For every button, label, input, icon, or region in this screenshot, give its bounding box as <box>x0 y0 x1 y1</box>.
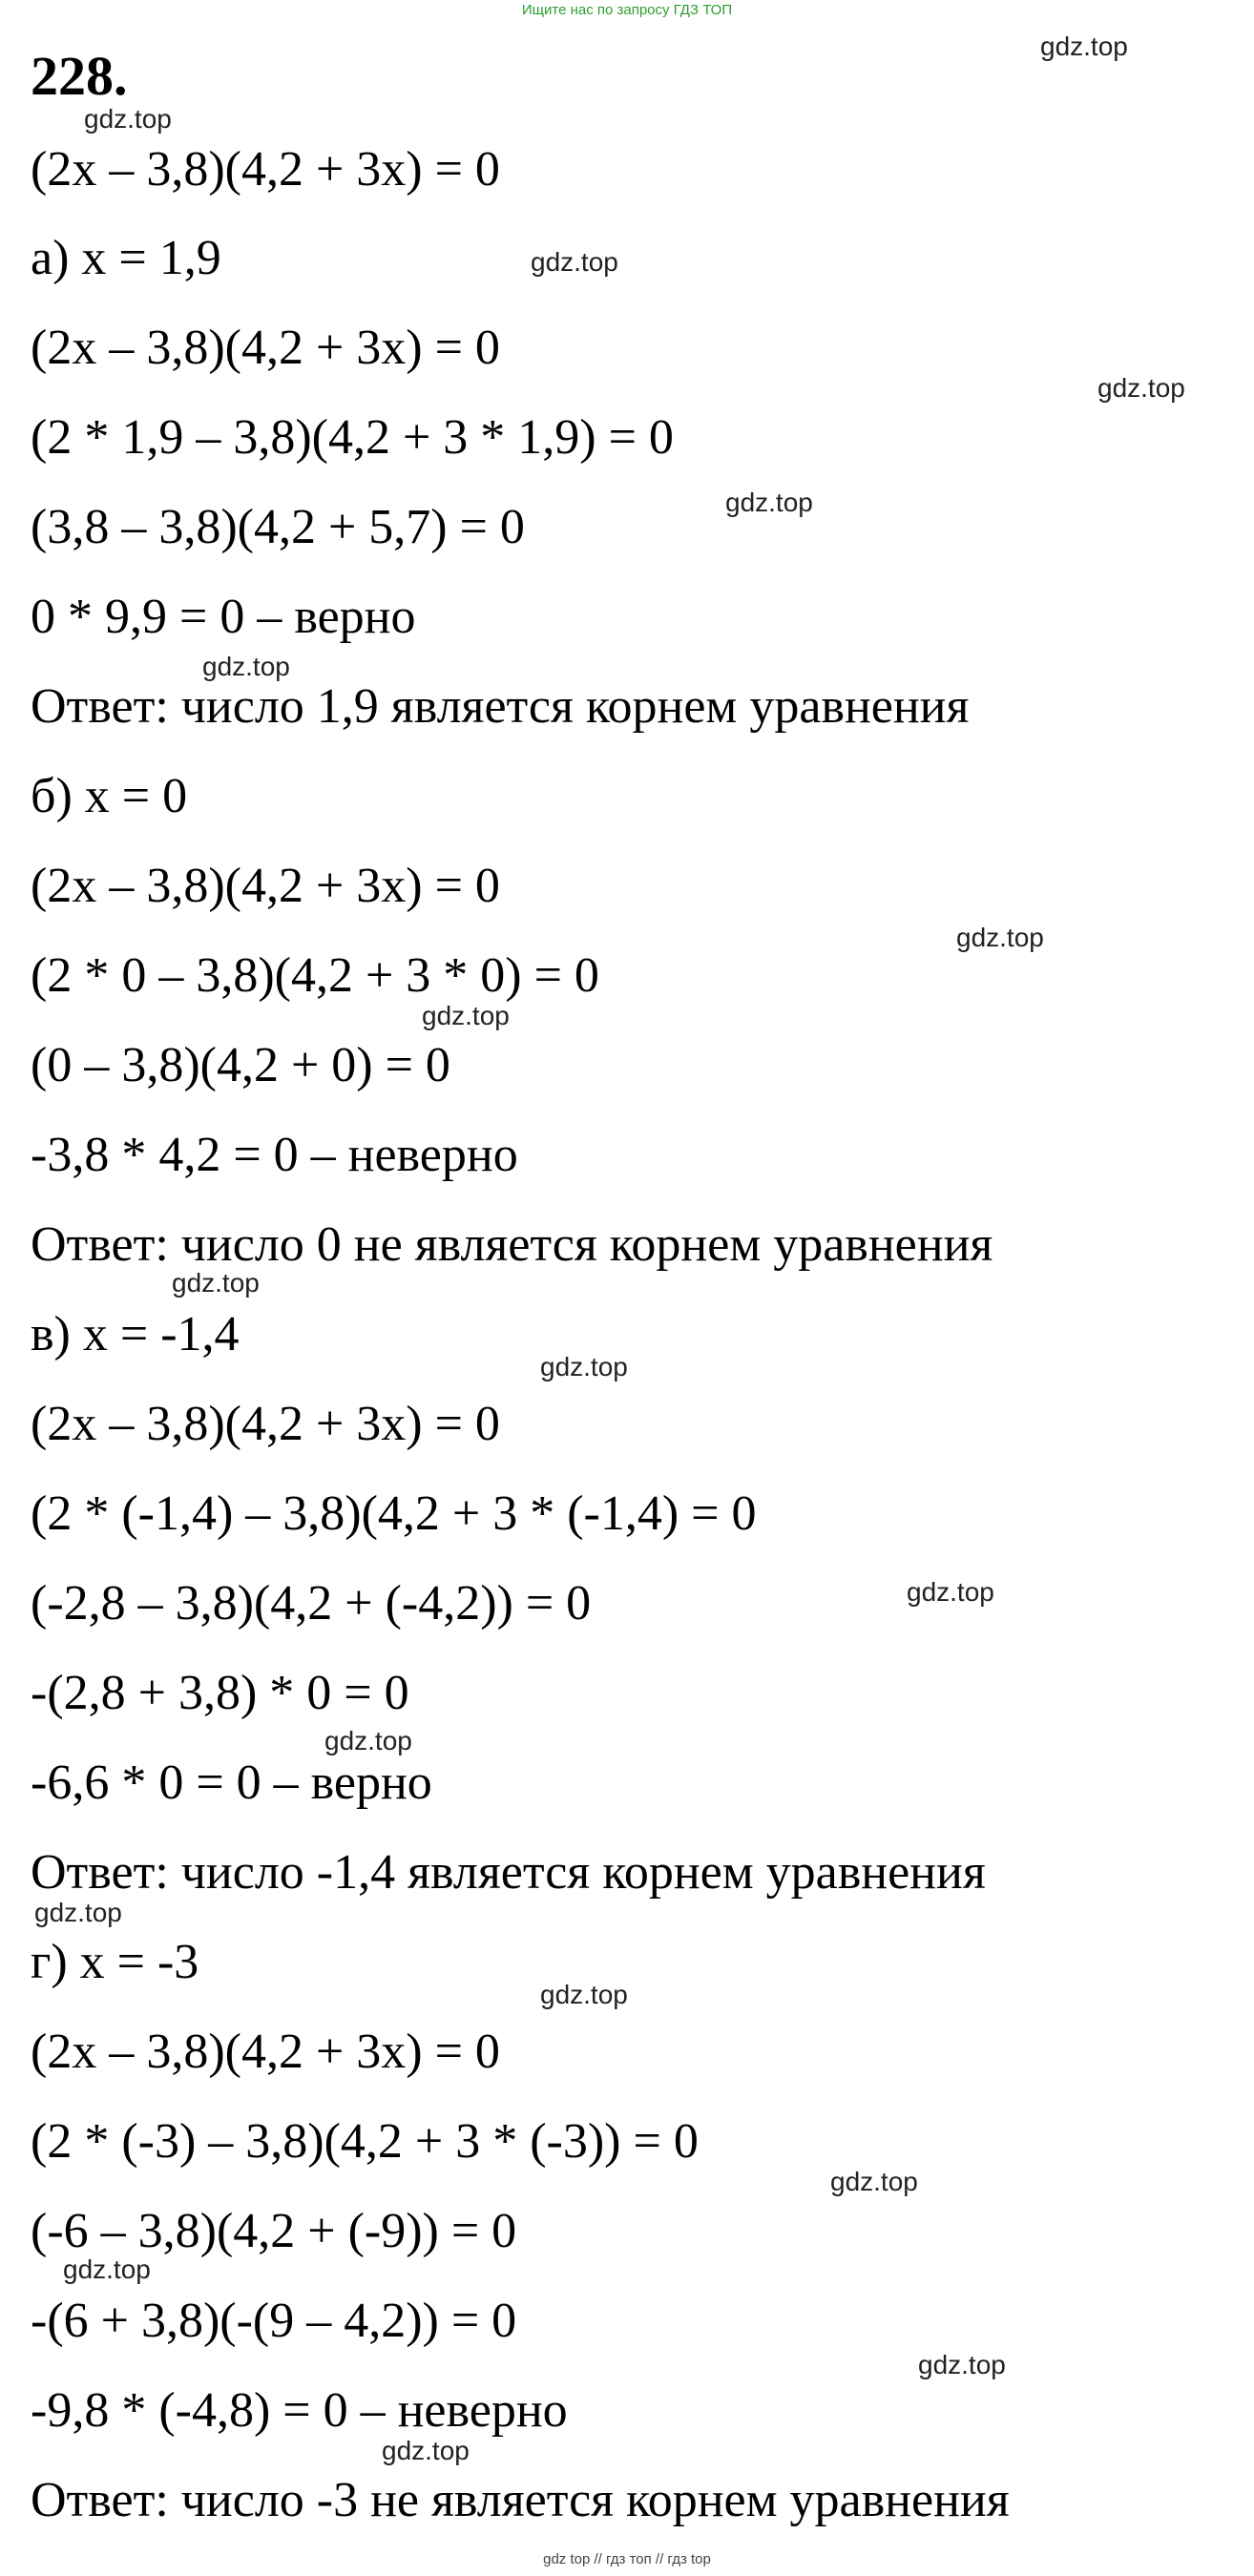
solution-line: (2x – 3,8)(4,2 + 3x) = 0 <box>31 321 500 375</box>
solution-line: (2x – 3,8)(4,2 + 3x) = 0 <box>31 2025 500 2079</box>
solution-line: (-2,8 – 3,8)(4,2 + (-4,2)) = 0 <box>31 1576 592 1631</box>
watermark: gdz.top <box>956 923 1044 952</box>
solution-line: (2x – 3,8)(4,2 + 3x) = 0 <box>31 859 500 913</box>
solution-line: (0 – 3,8)(4,2 + 0) = 0 <box>31 1038 450 1092</box>
answer-line: Ответ: число 0 не является корнем уравнения <box>31 1217 993 1272</box>
watermark: gdz.top <box>84 104 172 134</box>
solution-line: г) x = -3 <box>31 1935 199 1989</box>
solution-line: 0 * 9,9 = 0 – верно <box>31 590 416 644</box>
solution-line: а) x = 1,9 <box>31 231 221 285</box>
solution-line: -6,6 * 0 = 0 – верно <box>31 1755 432 1810</box>
solution-line: (3,8 – 3,8)(4,2 + 5,7) = 0 <box>31 500 525 554</box>
solution-line: -9,8 * (-4,8) = 0 – неверно <box>31 2383 568 2438</box>
watermark: gdz.top <box>382 2436 470 2465</box>
watermark: gdz.top <box>725 488 813 517</box>
solution-line: (2 * (-1,4) – 3,8)(4,2 + 3 * (-1,4) = 0 <box>31 1486 757 1541</box>
solution-line: -(6 + 3,8)(-(9 – 4,2)) = 0 <box>31 2294 517 2348</box>
top-banner-link[interactable]: Ищите нас по запросу ГДЗ ТОП <box>521 2 733 18</box>
watermark: gdz.top <box>1097 373 1185 403</box>
solution-line: б) x = 0 <box>31 769 188 823</box>
footer-links[interactable]: gdz top // гдз топ // гдз top <box>543 2551 711 2567</box>
watermark: gdz.top <box>907 1577 994 1607</box>
task-number: 228. <box>31 45 128 107</box>
watermark: gdz.top <box>531 247 618 277</box>
solution-line: (2x – 3,8)(4,2 + 3x) = 0 <box>31 142 500 197</box>
solution-line: (2 * (-3) – 3,8)(4,2 + 3 * (-3)) = 0 <box>31 2114 699 2169</box>
answer-line: Ответ: число -3 не является корнем уравнения <box>31 2473 1010 2527</box>
solution-line: -(2,8 + 3,8) * 0 = 0 <box>31 1666 409 1720</box>
watermark: gdz.top <box>540 1352 628 1381</box>
watermark: gdz.top <box>202 652 290 681</box>
watermark: gdz.top <box>422 1001 510 1030</box>
watermark: gdz.top <box>324 1726 412 1755</box>
solution-line: (2x – 3,8)(4,2 + 3x) = 0 <box>31 1397 500 1451</box>
watermark: gdz.top <box>1040 31 1128 61</box>
answer-line: Ответ: число -1,4 является корнем уравнения <box>31 1845 986 1900</box>
watermark: gdz.top <box>172 1268 260 1298</box>
watermark: gdz.top <box>540 1980 628 2009</box>
solution-line: (2 * 0 – 3,8)(4,2 + 3 * 0) = 0 <box>31 948 599 1003</box>
answer-line: Ответ: число 1,9 является корнем уравнения <box>31 679 970 734</box>
solution-line: -3,8 * 4,2 = 0 – неверно <box>31 1128 518 1182</box>
solution-line: (2 * 1,9 – 3,8)(4,2 + 3 * 1,9) = 0 <box>31 410 674 465</box>
watermark: gdz.top <box>830 2167 918 2196</box>
watermark: gdz.top <box>63 2254 151 2284</box>
watermark: gdz.top <box>34 1898 122 1927</box>
watermark: gdz.top <box>918 2350 1006 2379</box>
solution-line: (-6 – 3,8)(4,2 + (-9)) = 0 <box>31 2204 517 2258</box>
solution-line: в) x = -1,4 <box>31 1307 240 1361</box>
